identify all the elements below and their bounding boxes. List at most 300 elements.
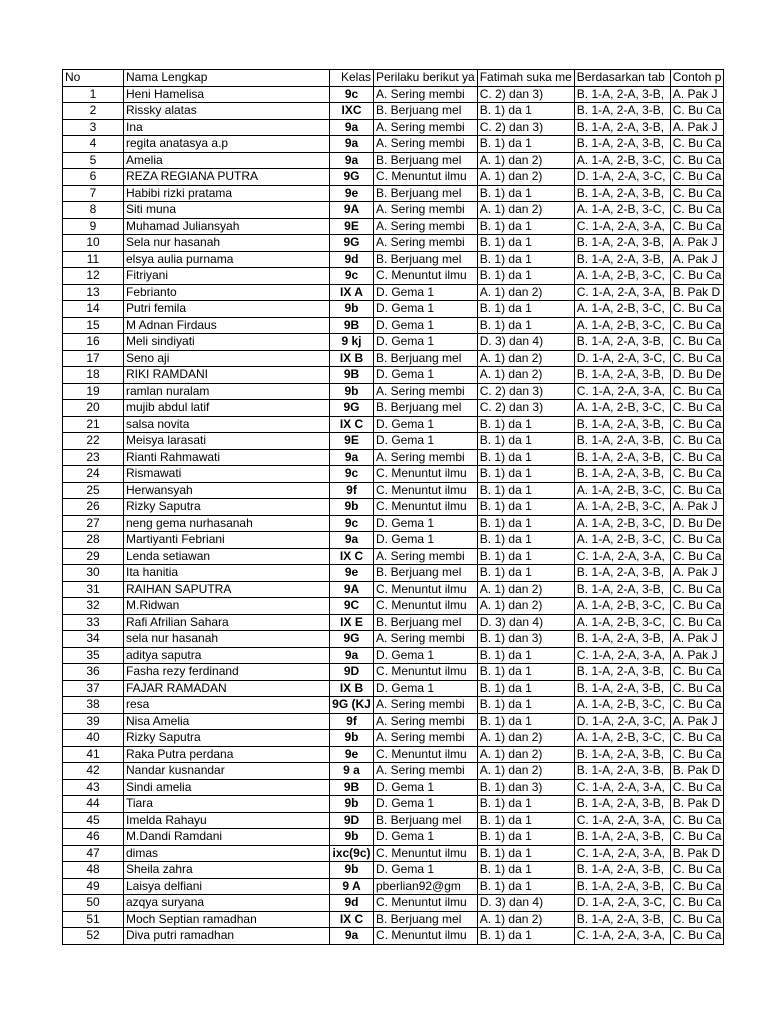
cell-no[interactable]: 29 [63,548,124,565]
cell-nama[interactable]: Amelia [124,152,330,169]
cell-kelas[interactable]: 9B [330,367,374,384]
cell-kelas[interactable]: 9b [330,499,374,516]
cell-nama[interactable]: Nisa Amelia [124,713,330,730]
cell-nama[interactable]: Heni Hamelisa [124,86,330,103]
cell-perilaku[interactable]: B. Berjuang mel [374,103,478,120]
cell-nama[interactable]: M.Ridwan [124,598,330,615]
cell-perilaku[interactable]: D. Gema 1 [374,680,478,697]
cell-kelas[interactable]: IX A [330,284,374,301]
cell-kelas[interactable]: 9b [330,383,374,400]
cell-fatimah[interactable]: B. 1) da 1 [477,829,574,846]
cell-contoh[interactable]: B. Pak D [670,845,724,862]
cell-no[interactable]: 25 [63,482,124,499]
cell-berdasarkan[interactable]: B. 1-A, 2-A, 3-B, [574,334,670,351]
header-cell-fatimah[interactable]: Fatimah suka me [477,70,574,87]
cell-no[interactable]: 50 [63,895,124,912]
cell-fatimah[interactable]: B. 1) da 1 [477,251,574,268]
cell-nama[interactable]: Rissky alatas [124,103,330,120]
cell-no[interactable]: 13 [63,284,124,301]
cell-nama[interactable]: Herwansyah [124,482,330,499]
cell-kelas[interactable]: IXC [330,103,374,120]
cell-kelas[interactable]: 9f [330,713,374,730]
cell-nama[interactable]: FAJAR RAMADAN [124,680,330,697]
cell-nama[interactable]: Laisya delfiani [124,878,330,895]
cell-nama[interactable]: Tiara [124,796,330,813]
cell-berdasarkan[interactable]: A. 1-A, 2-B, 3-C, [574,268,670,285]
cell-perilaku[interactable]: A. Sering membi [374,202,478,219]
cell-berdasarkan[interactable]: B. 1-A, 2-A, 3-B, [574,185,670,202]
cell-kelas[interactable]: 9 kj [330,334,374,351]
cell-contoh[interactable]: C. Bu Ca [670,317,724,334]
cell-perilaku[interactable]: D. Gema 1 [374,532,478,549]
cell-no[interactable]: 26 [63,499,124,516]
cell-fatimah[interactable]: B. 1) da 1 [477,235,574,252]
cell-nama[interactable]: Febrianto [124,284,330,301]
cell-no[interactable]: 30 [63,565,124,582]
header-cell-perilaku[interactable]: Perilaku berikut ya [374,70,478,87]
cell-no[interactable]: 43 [63,779,124,796]
cell-fatimah[interactable]: B. 1) da 1 [477,647,574,664]
cell-contoh[interactable]: C. Bu Ca [670,664,724,681]
cell-fatimah[interactable]: B. 1) da 1 [477,218,574,235]
cell-contoh[interactable]: C. Bu Ca [670,581,724,598]
cell-no[interactable]: 40 [63,730,124,747]
cell-kelas[interactable]: 9e [330,565,374,582]
cell-fatimah[interactable]: B. 1) da 1 [477,664,574,681]
cell-perilaku[interactable]: B. Berjuang mel [374,185,478,202]
cell-fatimah[interactable]: A. 1) dan 2) [477,367,574,384]
cell-no[interactable]: 7 [63,185,124,202]
cell-no[interactable]: 4 [63,136,124,153]
cell-fatimah[interactable]: A. 1) dan 2) [477,350,574,367]
cell-kelas[interactable]: 9E [330,218,374,235]
cell-contoh[interactable]: A. Pak J [670,235,724,252]
cell-kelas[interactable]: 9C [330,598,374,615]
cell-kelas[interactable]: 9c [330,515,374,532]
cell-berdasarkan[interactable]: B. 1-A, 2-A, 3-B, [574,829,670,846]
cell-berdasarkan[interactable]: D. 1-A, 2-A, 3-C, [574,713,670,730]
cell-no[interactable]: 5 [63,152,124,169]
cell-no[interactable]: 39 [63,713,124,730]
cell-nama[interactable]: Ina [124,119,330,136]
cell-berdasarkan[interactable]: B. 1-A, 2-A, 3-B, [574,466,670,483]
cell-contoh[interactable]: C. Bu Ca [670,598,724,615]
cell-berdasarkan[interactable]: A. 1-A, 2-B, 3-C, [574,202,670,219]
cell-no[interactable]: 2 [63,103,124,120]
cell-nama[interactable]: aditya saputra [124,647,330,664]
cell-perilaku[interactable]: C. Menuntut ilmu [374,268,478,285]
cell-no[interactable]: 47 [63,845,124,862]
cell-berdasarkan[interactable]: B. 1-A, 2-A, 3-B, [574,103,670,120]
cell-fatimah[interactable]: C. 2) dan 3) [477,119,574,136]
cell-berdasarkan[interactable]: C. 1-A, 2-A, 3-A, [574,779,670,796]
cell-berdasarkan[interactable]: A. 1-A, 2-B, 3-C, [574,730,670,747]
cell-fatimah[interactable]: B. 1) da 1 [477,416,574,433]
cell-nama[interactable]: Rismawati [124,466,330,483]
cell-kelas[interactable]: 9G [330,169,374,186]
cell-no[interactable]: 38 [63,697,124,714]
cell-nama[interactable]: Imelda Rahayu [124,812,330,829]
cell-perilaku[interactable]: B. Berjuang mel [374,152,478,169]
cell-fatimah[interactable]: C. 2) dan 3) [477,86,574,103]
cell-contoh[interactable]: C. Bu Ca [670,416,724,433]
cell-perilaku[interactable]: A. Sering membi [374,86,478,103]
cell-no[interactable]: 20 [63,400,124,417]
cell-kelas[interactable]: 9a [330,119,374,136]
cell-fatimah[interactable]: A. 1) dan 2) [477,202,574,219]
cell-berdasarkan[interactable]: B. 1-A, 2-A, 3-B, [574,251,670,268]
cell-contoh[interactable]: C. Bu Ca [670,400,724,417]
cell-contoh[interactable]: C. Bu Ca [670,136,724,153]
cell-kelas[interactable]: 9a [330,532,374,549]
cell-fatimah[interactable]: A. 1) dan 2) [477,598,574,615]
cell-contoh[interactable]: C. Bu Ca [670,812,724,829]
cell-berdasarkan[interactable]: D. 1-A, 2-A, 3-C, [574,169,670,186]
cell-nama[interactable]: Meli sindiyati [124,334,330,351]
cell-kelas[interactable]: 9G [330,235,374,252]
cell-fatimah[interactable]: A. 1) dan 2) [477,911,574,928]
cell-fatimah[interactable]: B. 1) da 1 [477,796,574,813]
cell-kelas[interactable]: 9b [330,829,374,846]
cell-contoh[interactable]: C. Bu Ca [670,482,724,499]
cell-contoh[interactable]: A. Pak J [670,86,724,103]
cell-perilaku[interactable]: A. Sering membi [374,548,478,565]
cell-no[interactable]: 32 [63,598,124,615]
cell-contoh[interactable]: C. Bu Ca [670,829,724,846]
cell-nama[interactable]: sela nur hasanah [124,631,330,648]
cell-berdasarkan[interactable]: B. 1-A, 2-A, 3-B, [574,796,670,813]
cell-perilaku[interactable]: D. Gema 1 [374,647,478,664]
cell-berdasarkan[interactable]: B. 1-A, 2-A, 3-B, [574,631,670,648]
cell-contoh[interactable]: C. Bu Ca [670,779,724,796]
cell-kelas[interactable]: 9D [330,812,374,829]
cell-no[interactable]: 45 [63,812,124,829]
cell-nama[interactable]: resa [124,697,330,714]
cell-nama[interactable]: regita anatasya a.p [124,136,330,153]
cell-no[interactable]: 10 [63,235,124,252]
cell-berdasarkan[interactable]: D. 1-A, 2-A, 3-C, [574,350,670,367]
cell-no[interactable]: 42 [63,763,124,780]
cell-berdasarkan[interactable]: B. 1-A, 2-A, 3-B, [574,565,670,582]
header-cell-berdasarkan[interactable]: Berdasarkan tab [574,70,670,87]
cell-berdasarkan[interactable]: B. 1-A, 2-A, 3-B, [574,911,670,928]
cell-no[interactable]: 23 [63,449,124,466]
cell-contoh[interactable]: C. Bu Ca [670,466,724,483]
cell-perilaku[interactable]: C. Menuntut ilmu [374,746,478,763]
cell-kelas[interactable]: ixc(9c) [330,845,374,862]
cell-fatimah[interactable]: B. 1) da 1 [477,697,574,714]
cell-contoh[interactable]: A. Pak J [670,565,724,582]
cell-fatimah[interactable]: C. 2) dan 3) [477,400,574,417]
cell-perilaku[interactable]: D. Gema 1 [374,796,478,813]
cell-contoh[interactable]: C. Bu Ca [670,862,724,879]
cell-berdasarkan[interactable]: B. 1-A, 2-A, 3-B, [574,862,670,879]
cell-fatimah[interactable]: B. 1) da 1 [477,515,574,532]
cell-nama[interactable]: RAIHAN SAPUTRA [124,581,330,598]
cell-perilaku[interactable]: D. Gema 1 [374,416,478,433]
cell-fatimah[interactable]: A. 1) dan 2) [477,746,574,763]
cell-kelas[interactable]: IX C [330,416,374,433]
cell-kelas[interactable]: 9a [330,136,374,153]
cell-no[interactable]: 16 [63,334,124,351]
cell-contoh[interactable]: C. Bu Ca [670,895,724,912]
cell-kelas[interactable]: 9 A [330,878,374,895]
cell-kelas[interactable]: IX C [330,548,374,565]
cell-nama[interactable]: Siti muna [124,202,330,219]
cell-contoh[interactable]: B. Pak D [670,284,724,301]
cell-kelas[interactable]: 9f [330,482,374,499]
cell-contoh[interactable]: C. Bu Ca [670,532,724,549]
cell-contoh[interactable]: D. Bu De [670,367,724,384]
cell-no[interactable]: 48 [63,862,124,879]
cell-fatimah[interactable]: C. 2) dan 3) [477,383,574,400]
cell-kelas[interactable]: 9d [330,251,374,268]
cell-no[interactable]: 44 [63,796,124,813]
cell-contoh[interactable]: D. Bu De [670,515,724,532]
cell-no[interactable]: 21 [63,416,124,433]
cell-no[interactable]: 14 [63,301,124,318]
cell-nama[interactable]: Diva putri ramadhan [124,928,330,945]
cell-berdasarkan[interactable]: A. 1-A, 2-B, 3-C, [574,598,670,615]
cell-contoh[interactable]: C. Bu Ca [670,169,724,186]
cell-contoh[interactable]: A. Pak J [670,499,724,516]
cell-no[interactable]: 11 [63,251,124,268]
cell-perilaku[interactable]: D. Gema 1 [374,779,478,796]
cell-berdasarkan[interactable]: B. 1-A, 2-A, 3-B, [574,680,670,697]
cell-perilaku[interactable]: A. Sering membi [374,235,478,252]
cell-kelas[interactable]: 9c [330,268,374,285]
cell-perilaku[interactable]: C. Menuntut ilmu [374,845,478,862]
cell-contoh[interactable]: C. Bu Ca [670,911,724,928]
cell-nama[interactable]: neng gema nurhasanah [124,515,330,532]
cell-fatimah[interactable]: A. 1) dan 2) [477,730,574,747]
cell-nama[interactable]: Raka Putra perdana [124,746,330,763]
cell-fatimah[interactable]: B. 1) dan 3) [477,779,574,796]
cell-nama[interactable]: Habibi rizki pratama [124,185,330,202]
cell-nama[interactable]: M.Dandi Ramdani [124,829,330,846]
cell-no[interactable]: 31 [63,581,124,598]
cell-berdasarkan[interactable]: A. 1-A, 2-B, 3-C, [574,515,670,532]
cell-contoh[interactable]: C. Bu Ca [670,730,724,747]
cell-fatimah[interactable]: B. 1) da 1 [477,713,574,730]
cell-perilaku[interactable]: A. Sering membi [374,697,478,714]
cell-no[interactable]: 35 [63,647,124,664]
cell-perilaku[interactable]: C. Menuntut ilmu [374,581,478,598]
cell-contoh[interactable]: C. Bu Ca [670,878,724,895]
header-cell-kelas[interactable]: Kelas [330,70,374,87]
cell-berdasarkan[interactable]: A. 1-A, 2-B, 3-C, [574,317,670,334]
cell-nama[interactable]: Ita hanitia [124,565,330,582]
cell-fatimah[interactable]: A. 1) dan 2) [477,581,574,598]
cell-perilaku[interactable]: A. Sering membi [374,119,478,136]
cell-no[interactable]: 3 [63,119,124,136]
cell-berdasarkan[interactable]: B. 1-A, 2-A, 3-B, [574,878,670,895]
cell-perilaku[interactable]: D. Gema 1 [374,862,478,879]
cell-berdasarkan[interactable]: B. 1-A, 2-A, 3-B, [574,86,670,103]
cell-nama[interactable]: elsya aulia purnama [124,251,330,268]
cell-berdasarkan[interactable]: A. 1-A, 2-B, 3-C, [574,400,670,417]
cell-nama[interactable]: Putri femila [124,301,330,318]
cell-perilaku[interactable]: C. Menuntut ilmu [374,499,478,516]
cell-kelas[interactable]: 9c [330,466,374,483]
cell-fatimah[interactable]: B. 1) da 1 [477,433,574,450]
cell-no[interactable]: 24 [63,466,124,483]
cell-fatimah[interactable]: B. 1) da 1 [477,482,574,499]
cell-kelas[interactable]: 9a [330,152,374,169]
cell-kelas[interactable]: IX C [330,911,374,928]
cell-kelas[interactable]: 9G (KJ [330,697,374,714]
cell-fatimah[interactable]: B. 1) da 1 [477,466,574,483]
cell-kelas[interactable]: 9 a [330,763,374,780]
cell-perilaku[interactable]: C. Menuntut ilmu [374,928,478,945]
cell-perilaku[interactable]: C. Menuntut ilmu [374,598,478,615]
cell-perilaku[interactable]: A. Sering membi [374,631,478,648]
cell-contoh[interactable]: C. Bu Ca [670,202,724,219]
cell-contoh[interactable]: C. Bu Ca [670,152,724,169]
cell-contoh[interactable]: C. Bu Ca [670,334,724,351]
cell-contoh[interactable]: C. Bu Ca [670,614,724,631]
cell-fatimah[interactable]: B. 1) da 1 [477,812,574,829]
cell-no[interactable]: 17 [63,350,124,367]
cell-perilaku[interactable]: D. Gema 1 [374,367,478,384]
cell-berdasarkan[interactable]: C. 1-A, 2-A, 3-A, [574,383,670,400]
cell-contoh[interactable]: C. Bu Ca [670,746,724,763]
cell-contoh[interactable]: C. Bu Ca [670,301,724,318]
cell-fatimah[interactable]: B. 1) da 1 [477,862,574,879]
cell-kelas[interactable]: 9a [330,449,374,466]
cell-contoh[interactable]: A. Pak J [670,251,724,268]
cell-berdasarkan[interactable]: B. 1-A, 2-A, 3-B, [574,235,670,252]
cell-perilaku[interactable]: B. Berjuang mel [374,251,478,268]
cell-kelas[interactable]: 9G [330,400,374,417]
cell-contoh[interactable]: C. Bu Ca [670,218,724,235]
cell-perilaku[interactable]: C. Menuntut ilmu [374,664,478,681]
cell-kelas[interactable]: 9B [330,317,374,334]
cell-perilaku[interactable]: D. Gema 1 [374,829,478,846]
cell-contoh[interactable]: C. Bu Ca [670,383,724,400]
cell-perilaku[interactable]: D. Gema 1 [374,301,478,318]
cell-fatimah[interactable]: B. 1) da 1 [477,845,574,862]
cell-contoh[interactable]: C. Bu Ca [670,185,724,202]
cell-nama[interactable]: REZA REGIANA PUTRA [124,169,330,186]
cell-kelas[interactable]: 9a [330,647,374,664]
cell-nama[interactable]: Fitriyani [124,268,330,285]
cell-kelas[interactable]: 9A [330,581,374,598]
header-cell-no[interactable]: No [63,70,124,87]
cell-contoh[interactable]: C. Bu Ca [670,928,724,945]
cell-nama[interactable]: Rafi Afrilian Sahara [124,614,330,631]
cell-nama[interactable]: Sindi amelia [124,779,330,796]
cell-nama[interactable]: Muhamad Juliansyah [124,218,330,235]
cell-fatimah[interactable]: B. 1) da 1 [477,878,574,895]
cell-fatimah[interactable]: B. 1) dan 3) [477,631,574,648]
cell-perilaku[interactable]: D. Gema 1 [374,317,478,334]
cell-kelas[interactable]: 9d [330,895,374,912]
cell-no[interactable]: 18 [63,367,124,384]
cell-kelas[interactable]: 9e [330,185,374,202]
cell-nama[interactable]: Rizky Saputra [124,499,330,516]
cell-fatimah[interactable]: A. 1) dan 2) [477,152,574,169]
cell-no[interactable]: 27 [63,515,124,532]
cell-no[interactable]: 28 [63,532,124,549]
cell-no[interactable]: 19 [63,383,124,400]
cell-kelas[interactable]: 9a [330,928,374,945]
cell-no[interactable]: 34 [63,631,124,648]
cell-contoh[interactable]: C. Bu Ca [670,268,724,285]
cell-berdasarkan[interactable]: D. 1-A, 2-A, 3-C, [574,895,670,912]
cell-perilaku[interactable]: A. Sering membi [374,730,478,747]
cell-nama[interactable]: RIKI RAMDANI [124,367,330,384]
cell-no[interactable]: 46 [63,829,124,846]
cell-berdasarkan[interactable]: B. 1-A, 2-A, 3-B, [574,119,670,136]
cell-berdasarkan[interactable]: C. 1-A, 2-A, 3-A, [574,548,670,565]
cell-fatimah[interactable]: B. 1) da 1 [477,136,574,153]
cell-nama[interactable]: mujib abdul latif [124,400,330,417]
cell-kelas[interactable]: 9E [330,433,374,450]
cell-fatimah[interactable]: B. 1) da 1 [477,548,574,565]
cell-no[interactable]: 15 [63,317,124,334]
cell-berdasarkan[interactable]: A. 1-A, 2-B, 3-C, [574,301,670,318]
cell-contoh[interactable]: A. Pak J [670,713,724,730]
cell-nama[interactable]: Seno aji [124,350,330,367]
cell-no[interactable]: 8 [63,202,124,219]
cell-nama[interactable]: Rizky Saputra [124,730,330,747]
cell-contoh[interactable]: C. Bu Ca [670,433,724,450]
cell-kelas[interactable]: 9b [330,862,374,879]
cell-no[interactable]: 22 [63,433,124,450]
cell-fatimah[interactable]: B. 1) da 1 [477,532,574,549]
cell-fatimah[interactable]: B. 1) da 1 [477,680,574,697]
cell-perilaku[interactable]: C. Menuntut ilmu [374,466,478,483]
cell-fatimah[interactable]: B. 1) da 1 [477,499,574,516]
cell-berdasarkan[interactable]: C. 1-A, 2-A, 3-A, [574,812,670,829]
cell-kelas[interactable]: 9D [330,664,374,681]
cell-kelas[interactable]: 9b [330,301,374,318]
cell-fatimah[interactable]: B. 1) da 1 [477,928,574,945]
cell-no[interactable]: 33 [63,614,124,631]
cell-berdasarkan[interactable]: B. 1-A, 2-A, 3-B, [574,433,670,450]
cell-fatimah[interactable]: D. 3) dan 4) [477,334,574,351]
cell-berdasarkan[interactable]: A. 1-A, 2-B, 3-C, [574,697,670,714]
cell-contoh[interactable]: C. Bu Ca [670,103,724,120]
cell-perilaku[interactable]: A. Sering membi [374,763,478,780]
cell-berdasarkan[interactable]: C. 1-A, 2-A, 3-A, [574,845,670,862]
cell-kelas[interactable]: IX E [330,614,374,631]
cell-nama[interactable]: azqya suryana [124,895,330,912]
cell-perilaku[interactable]: pberlian92@gm [374,878,478,895]
header-cell-contoh[interactable]: Contoh p [670,70,724,87]
cell-nama[interactable]: Martiyanti Febriani [124,532,330,549]
cell-contoh[interactable]: C. Bu Ca [670,680,724,697]
cell-berdasarkan[interactable]: B. 1-A, 2-A, 3-B, [574,367,670,384]
cell-berdasarkan[interactable]: C. 1-A, 2-A, 3-A, [574,647,670,664]
cell-fatimah[interactable]: B. 1) da 1 [477,185,574,202]
cell-contoh[interactable]: C. Bu Ca [670,449,724,466]
cell-perilaku[interactable]: D. Gema 1 [374,433,478,450]
cell-fatimah[interactable]: B. 1) da 1 [477,301,574,318]
cell-berdasarkan[interactable]: B. 1-A, 2-A, 3-B, [574,449,670,466]
cell-contoh[interactable]: B. Pak D [670,763,724,780]
cell-nama[interactable]: Moch Septian ramadhan [124,911,330,928]
cell-kelas[interactable]: 9B [330,779,374,796]
cell-nama[interactable]: Fasha rezy ferdinand [124,664,330,681]
cell-fatimah[interactable]: B. 1) da 1 [477,268,574,285]
cell-nama[interactable]: M Adnan Firdaus [124,317,330,334]
cell-kelas[interactable]: 9e [330,746,374,763]
cell-kelas[interactable]: 9b [330,730,374,747]
cell-fatimah[interactable]: B. 1) da 1 [477,103,574,120]
cell-perilaku[interactable]: A. Sering membi [374,136,478,153]
